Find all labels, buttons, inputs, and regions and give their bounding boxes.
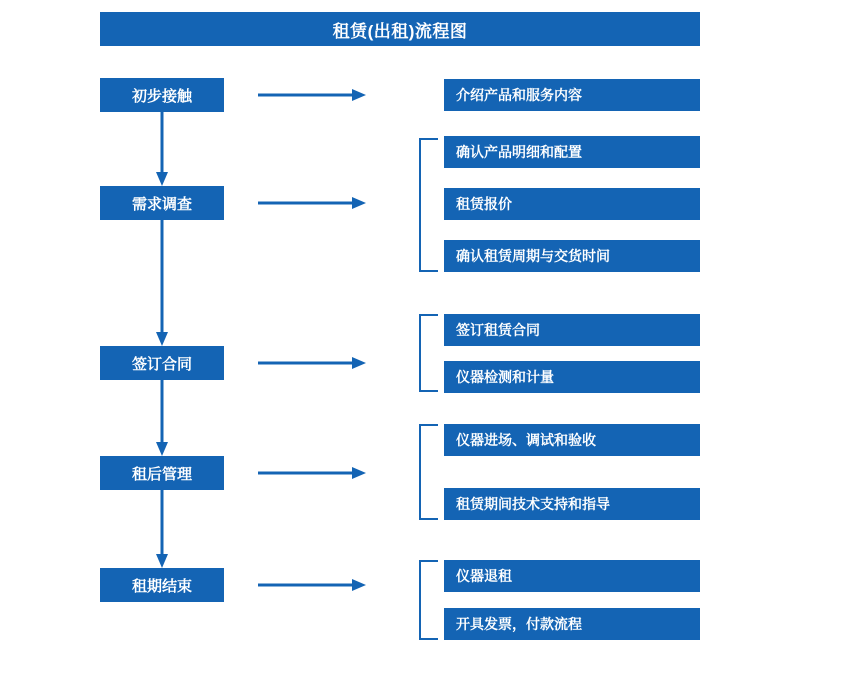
stage-box-3[interactable]: 签订合同	[100, 346, 224, 380]
stage-box-4[interactable]: 租后管理	[100, 456, 224, 490]
detail-box-10[interactable]: 开具发票，付款流程	[444, 608, 700, 640]
horizontal-arrow-1	[258, 89, 366, 101]
detail-box-3[interactable]: 租赁报价	[444, 188, 700, 220]
detail-box-4[interactable]: 确认租赁周期与交货时间	[444, 240, 700, 272]
vertical-arrow-4-5	[156, 490, 168, 568]
detail-box-2[interactable]: 确认产品明细和配置	[444, 136, 700, 168]
horizontal-arrow-5	[258, 579, 366, 591]
diagram-title: 租赁(出租)流程图	[100, 12, 700, 46]
stage-box-1[interactable]: 初步接触	[100, 78, 224, 112]
bracket-group-3	[416, 314, 438, 392]
horizontal-arrow-3	[258, 357, 366, 369]
detail-box-9[interactable]: 仪器退租	[444, 560, 700, 592]
detail-box-8[interactable]: 租赁期间技术支持和指导	[444, 488, 700, 520]
detail-box-1[interactable]: 介绍产品和服务内容	[444, 79, 700, 111]
detail-box-5[interactable]: 签订租赁合同	[444, 314, 700, 346]
horizontal-arrow-2	[258, 197, 366, 209]
detail-box-7[interactable]: 仪器进场、调试和验收	[444, 424, 700, 456]
detail-box-6[interactable]: 仪器检测和计量	[444, 361, 700, 393]
bracket-group-5	[416, 560, 438, 640]
bracket-group-4	[416, 424, 438, 520]
stage-box-5[interactable]: 租期结束	[100, 568, 224, 602]
vertical-arrow-3-4	[156, 380, 168, 456]
vertical-arrow-1-2	[156, 112, 168, 186]
horizontal-arrow-4	[258, 467, 366, 479]
vertical-arrow-2-3	[156, 220, 168, 346]
stage-box-2[interactable]: 需求调查	[100, 186, 224, 220]
bracket-group-2	[416, 138, 438, 272]
